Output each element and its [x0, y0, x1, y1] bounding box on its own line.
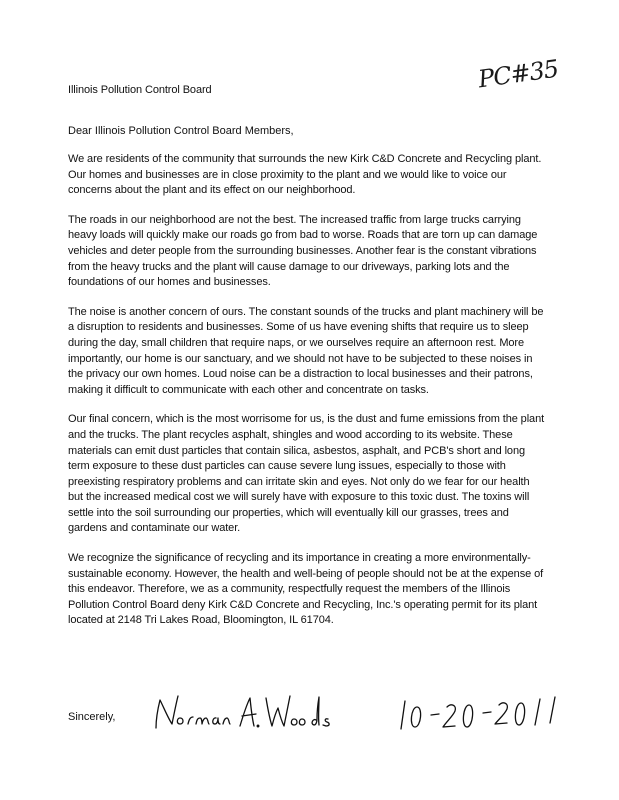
- handwritten-signature: [150, 688, 360, 738]
- paragraph-request: We recognize the significance of recycling and its importance in creating a more environmentally-sustainable economy. However, the health and well-being of people should not be at the expense of this endeavor. Therefore, we as a community, respectfully request the members of the Illinois Pollution Control Board deny Kirk C&D Concrete and Recycling, Inc.'s operating permit for its plant located at 2148 Tri Lakes Road, Bloomington, IL 61704.: [68, 552, 544, 627]
- handwritten-date: [395, 693, 565, 733]
- closing: Sincerely,: [68, 711, 116, 723]
- letter-body: [68, 152, 546, 643]
- paragraph-noise: The noise is another concern of ours. The constant sounds of the trucks and plant machinery will be a disruption to residents and businesses. Some of us have evening shifts that require us to sleep during the day, small children that require naps, or we ourselves require an afternoon rest. More importantly, our home is our sanctuary, and we should not have to be subjected to these noises in the privacy our own homes. Loud noise can be a distraction to local businesses and their patrons, making it difficult to communicate with each other and concentrate on tasks.: [68, 305, 544, 396]
- exhibit-stamp: PC#35: [476, 54, 560, 94]
- paragraph-roads: The roads in our neighborhood are not the best. The increased traffic from large trucks carrying heavy loads will quickly make our roads go from bad to worse. Roads that are torn up can damage vehicles and deter people from the surrounding businesses. Another fear is the constant vibrations from the heavy trucks and the plant will cause damage to our driveways, parking lots and the foundations of our homes and businesses.: [68, 213, 538, 289]
- salutation: Dear Illinois Pollution Control Board Members,: [68, 125, 294, 137]
- paragraph-dust: Our final concern, which is the most worrisome for us, is the dust and fume emissions from the plant and the trucks. The plant recycles asphalt, shingles and wood according to its website. These materials can emit dust particles that contain silica, asbestos, asphalt, and PCB's short and long term exposure to these dust particles can cause severe lung issues, especially to those with preexisting respiratory problems and can irritate skin and eyes. Not only do we fear for our health but the increased medical cost we will surely have with exposure to this toxic dust. The toxins will settle into the soil surrounding our properties, which will eventually kill our grasses, trees and gardens and contaminate our water.: [68, 413, 545, 535]
- paragraph-introduction: We are residents of the community that surrounds the new Kirk C&D Concrete and Recycling plant. Our homes and businesses are in close proximity to the plant and we would like to voice our concerns about the plant and its effect on our neighborhood.: [68, 153, 542, 197]
- recipient-heading: Illinois Pollution Control Board: [68, 84, 212, 96]
